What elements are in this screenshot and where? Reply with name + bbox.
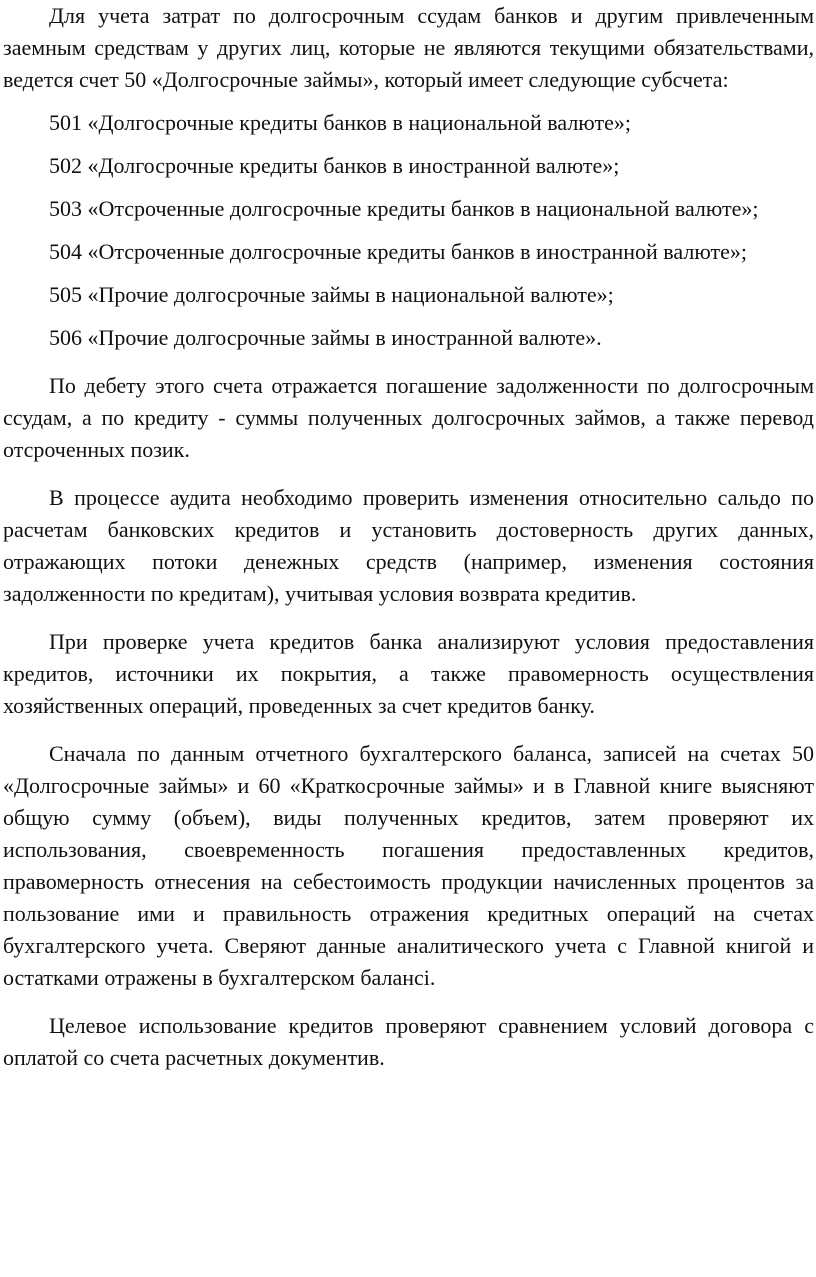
list-item-502: 502 «Долгосрочные кредиты банков в иностранной валюте»; — [49, 153, 620, 178]
paragraph-audit-process: В процессе аудита необходимо проверить изменения относительно сальдо по расчетам банковских кредитов и установить достоверность других данных, отражающих потоки денежных средств (например, изменения состояния задолженности по кредитам), учитывая условия возврата кредитив. — [3, 485, 814, 606]
list-item-504: 504 «Отсроченные долгосрочные кредиты банков в иностранной валюте»; — [49, 239, 747, 264]
paragraph-target-use: Целевое использование кредитов проверяют сравнением условий договора с оплатой со счета расчетных документив. — [3, 1013, 814, 1070]
paragraph-credit-check: При проверке учета кредитов банка анализируют условия предоставления кредитов, источники их покрытия, а также правомерность осуществления хозяйственных операций, проведенных за счет кредитов банку. — [3, 629, 814, 718]
list-item-503: 503 «Отсроченные долгосрочные кредиты банков в национальной валюте»; — [49, 196, 759, 221]
paragraph-debit-credit: По дебету этого счета отражается погашение задолженности по долгосрочным ссудам, а по кредиту - суммы полученных долгосрочных займов, а также перевод отсроченных позик. — [3, 373, 814, 462]
paragraph-balance-review: Сначала по данным отчетного бухгалтерского баланса, записей на счетах 50 «Долгосрочные займы» и 60 «Краткосрочные займы» и в Главной книге выясняют общую сумму (объем), виды полученных кредитов, затем проверяют их использования, своевременность погашения предоставленных кредитов, правомерность отнесения на себестоимость продукции начисленных процентов за пользование ими и правильность отражения кредитных операций на счетах бухгалтерского учета. Сверяют данные аналитического учета с Главной книгой и остатками отражены в бухгалтерском балансi. — [3, 741, 814, 990]
list-item-501: 501 «Долгосрочные кредиты банков в национальной валюте»; — [49, 110, 631, 135]
paragraph-intro: Для учета затрат по долгосрочным ссудам банков и другим привлеченным заемным средствам у других лиц, которые не являются текущими обязательствами, ведется счет 50 «Долгосрочные займы», который имеет следующие субсчета: — [3, 3, 814, 92]
list-item-505: 505 «Прочие долгосрочные займы в национальной валюте»; — [49, 282, 614, 307]
list-item-506: 506 «Прочие долгосрочные займы в иностранной валюте». — [49, 325, 602, 350]
